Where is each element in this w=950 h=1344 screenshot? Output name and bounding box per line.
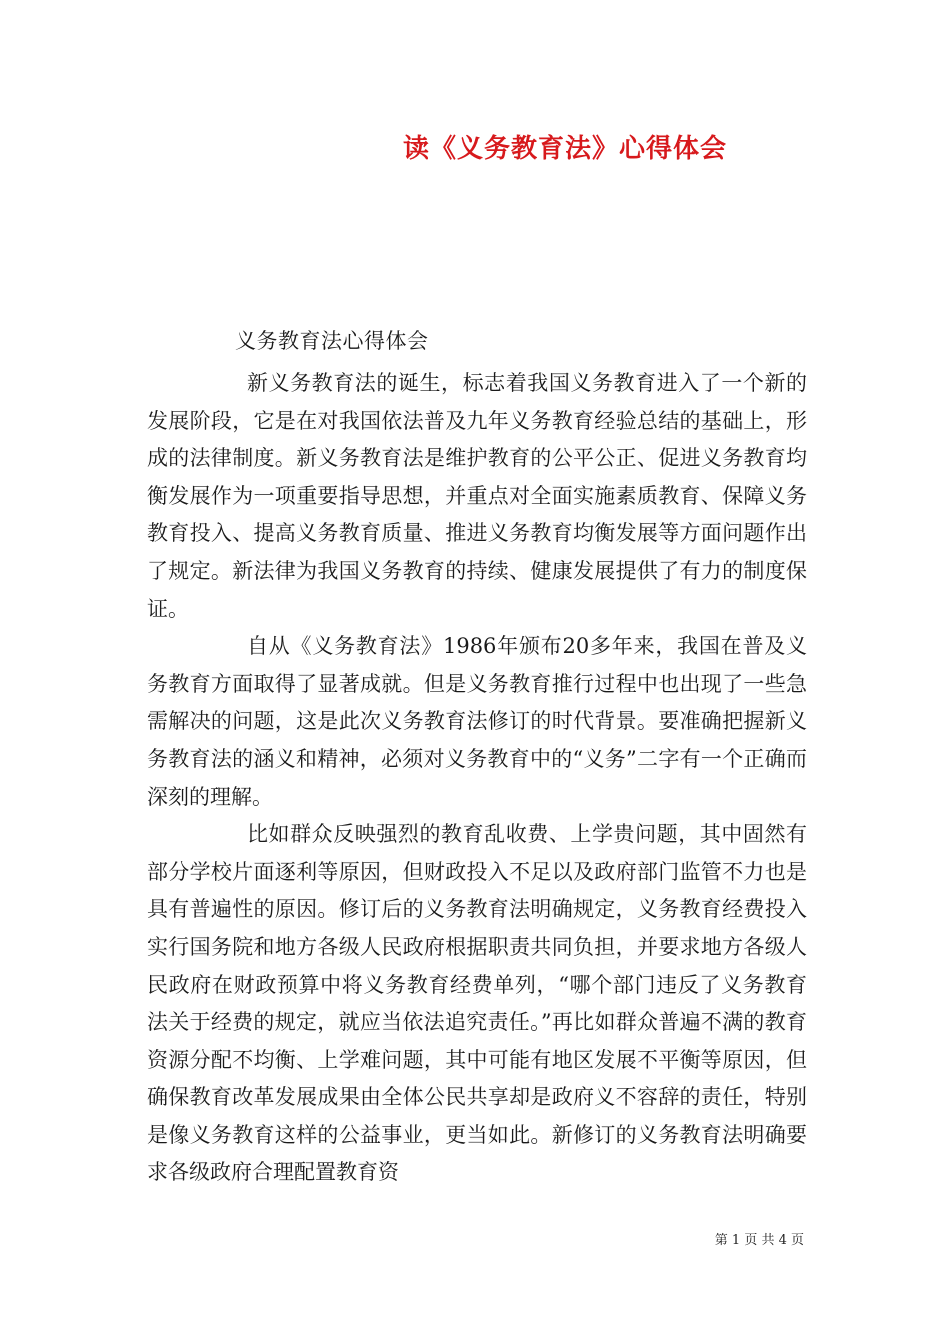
document-subtitle: 义务教育法心得体会 xyxy=(235,329,429,353)
page-number-footer: 第 1 页 共 4 页 xyxy=(714,1233,804,1248)
body-paragraph: 自从《义务教育法》1986年颁布20多年来，我国在普及义务教育方面取得了显著成就。但是义务教育推行过程中也出现了一些急需解决的问题，这是此次义务教育法修订的时代背景。要准确把握新义务教育法的涵义和精神，必须对义务教育中的“义务”二字有一个正确而深刻的理解。 xyxy=(147,634,807,809)
document-body xyxy=(147,365,807,1192)
body-paragraph: 比如群众反映强烈的教育乱收费、上学贵问题，其中固然有部分学校片面逐利等原因，但财政投入不足以及政府部门监管不力也是具有普遍性的原因。修订后的义务教育法明确规定，义务教育经费投入实行国务院和地方各级人民政府根据职责共同负担，并要求地方各级人民政府在财政预算中将义务教育经费单列，“哪个部门违反了义务教育法关于经费的规定，就应当依法追究责任。”再比如群众普遍不满的教育资源分配不均衡、上学难问题，其中可能有地区发展不平衡等原因，但确保教育改革发展成果由全体公民共享却是政府义不容辞的责任，特别是像义务教育这样的公益事业，更当如此。新修订的义务教育法明确要求各级政府合理配置教育资 xyxy=(147,822,807,1185)
body-paragraph: 新义务教育法的诞生，标志着我国义务教育进入了一个新的发展阶段，它是在对我国依法普及九年义务教育经验总结的基础上，形成的法律制度。新义务教育法是维护教育的公平公正、促进义务教育均衡发展作为一项重要指导思想，并重点对全面实施素质教育、保障义务教育投入、提高义务教育质量、推进义务教育均衡发展等方面问题作出了规定。新法律为我国义务教育的持续、健康发展提供了有力的制度保证。 xyxy=(147,371,807,621)
document-title: 读《义务教育法》心得体会 xyxy=(402,134,727,164)
